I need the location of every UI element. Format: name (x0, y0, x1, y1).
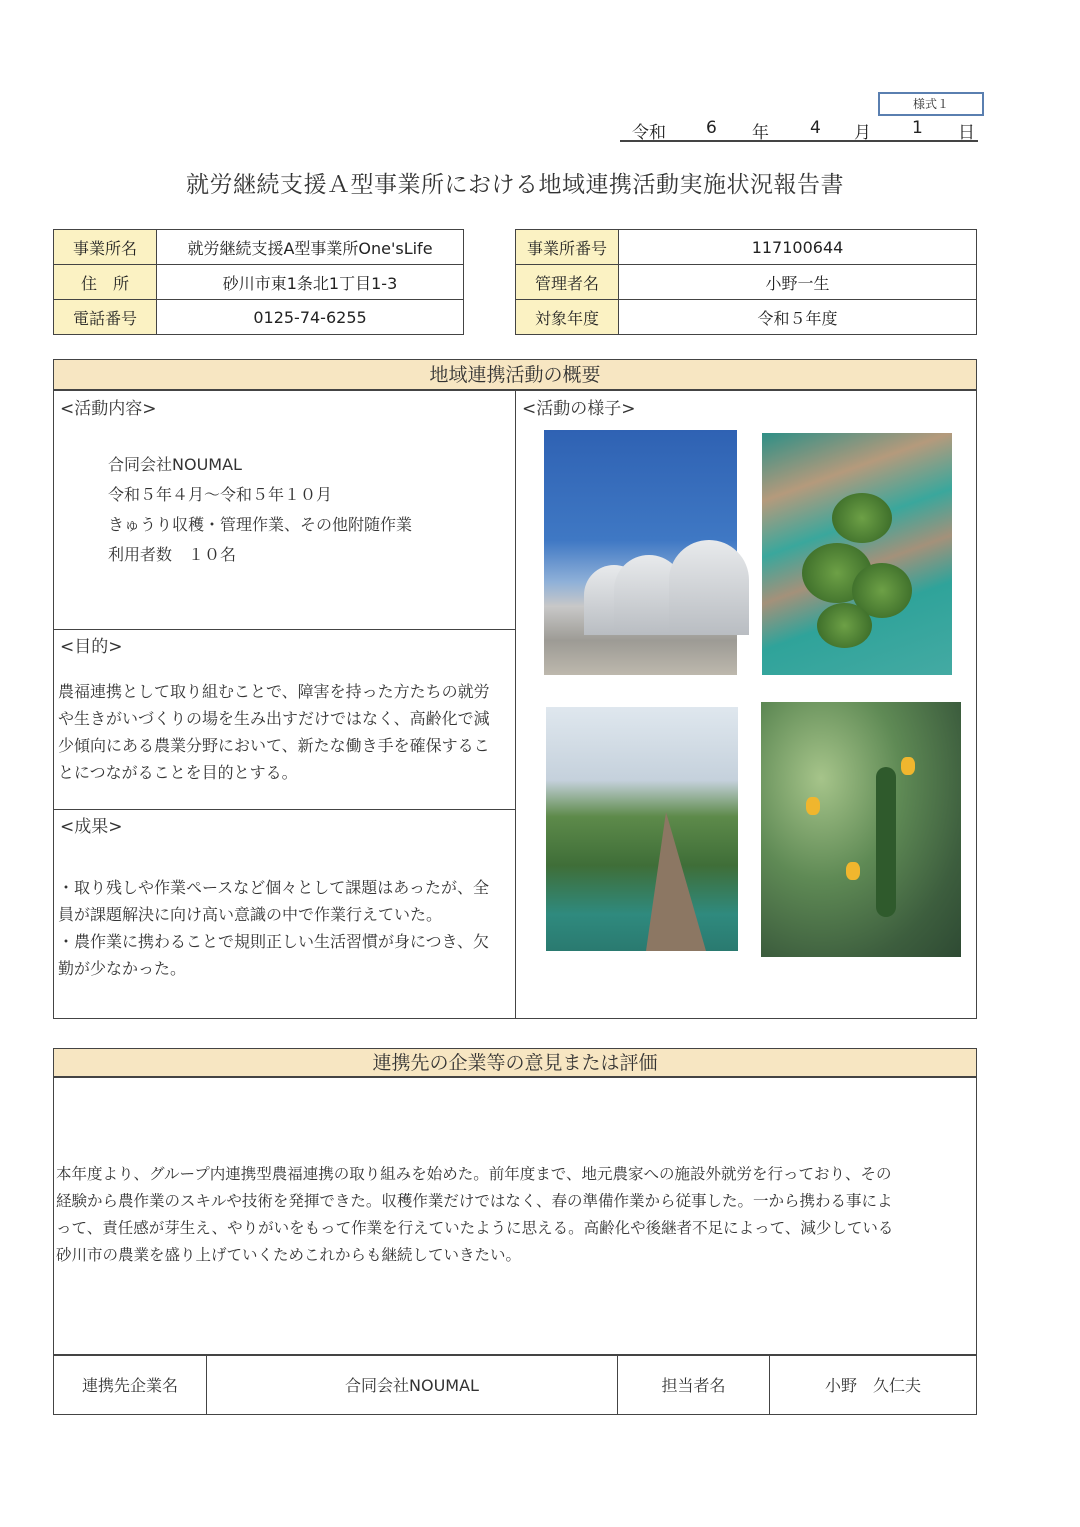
purpose-label: <目的> (60, 637, 123, 657)
activity-tasks: きゅうり収穫・管理作業、その他附随作業 (108, 515, 413, 534)
office-info-table (53, 229, 464, 335)
office-name-label: 事業所名 (54, 230, 157, 265)
results-line: 勤が少なかった。 (58, 959, 187, 978)
evaluation-line: って、責任感が芽生え、やりがいをもって作業を行えていたように思える。高齢化や後継者不足によって、減少している (56, 1219, 894, 1237)
evaluation-line: 本年度より、グループ内連携型農福連携の取り組みを始めた。前年度まで、地元農家への施設外就労を行っており、その (56, 1165, 892, 1183)
evaluation-line: 経験から農作業のスキルや技術を発揮できた。収穫作業だけではなく、春の準備作業から従事した。一から携わる事によ (56, 1192, 893, 1210)
evaluation-text (56, 1161, 893, 1269)
purpose-text (58, 678, 490, 786)
activity-panel (54, 390, 516, 630)
photo-cucumber-seedling (762, 433, 952, 675)
evaluation-line: 砂川市の農業を盛り上げていくためこれからも継続していきたい。 (56, 1246, 522, 1264)
office-number-row (516, 230, 977, 265)
phone-row (54, 300, 464, 335)
phone-value: 0125-74-6255 (157, 300, 464, 335)
activity-lines (108, 450, 412, 570)
phone-label: 電話番号 (54, 300, 157, 335)
photo-cucumber-vine (761, 702, 961, 957)
evaluation-body (53, 1076, 977, 1356)
address-row (54, 265, 464, 300)
office-name-value: 就労継続支援A型事業所One'sLife (157, 230, 464, 265)
results-text (58, 874, 489, 982)
fiscal-year-value: 令和５年度 (619, 300, 977, 335)
activity-participants: 利用者数 １０名 (108, 545, 237, 564)
fiscal-year-label: 対象年度 (516, 300, 619, 335)
photos-label: <活動の様子> (522, 399, 636, 419)
date-month: 4 (810, 118, 821, 138)
contact-person-value: 小野 久仁夫 (770, 1355, 977, 1415)
date-month-unit: 月 (854, 123, 871, 143)
partner-info-table (53, 1354, 977, 1415)
purpose-line: とにつながることを目的とする。 (58, 763, 298, 782)
office-meta-table (515, 229, 977, 335)
results-line: ・取り残しや作業ペースなど個々として課題はあったが、全 (58, 878, 490, 897)
purpose-panel (54, 630, 516, 810)
fiscal-year-row (516, 300, 977, 335)
date-year-unit: 年 (752, 123, 769, 143)
form-number-label: 様式１ (878, 92, 984, 116)
activity-partner: 合同会社NOUMAL (108, 455, 242, 474)
partner-row (54, 1355, 977, 1415)
manager-row (516, 265, 977, 300)
purpose-line: 農福連携として取り組むことで、障害を持った方たちの就労 (58, 682, 490, 701)
results-line: 員が課題解決に向け高い意識の中で作業行えていた。 (58, 905, 443, 924)
activity-period: 令和５年４月～令和５年１０月 (108, 485, 333, 504)
document-title: 就労継続支援Ａ型事業所における地域連携活動実施状況報告書 (186, 172, 844, 198)
activity-label: <活動内容> (60, 399, 157, 419)
results-panel (54, 810, 516, 1018)
photo-greenhouse-interior (546, 707, 738, 951)
office-number-value: 117100644 (619, 230, 977, 265)
address-label: 住 所 (54, 265, 157, 300)
partner-company-label: 連携先企業名 (54, 1355, 207, 1415)
manager-label: 管理者名 (516, 265, 619, 300)
results-label: <成果> (60, 817, 123, 837)
office-number-label: 事業所番号 (516, 230, 619, 265)
address-value: 砂川市東1条北1丁目1-3 (157, 265, 464, 300)
results-line: ・農作業に携わることで規則正しい生活習慣が身につき、欠 (58, 932, 490, 951)
partner-company-value: 合同会社NOUMAL (207, 1355, 618, 1415)
date-year: 6 (706, 118, 717, 138)
overview-header: 地域連携活動の概要 (53, 359, 977, 391)
purpose-line: や生きがいづくりの場を生み出すだけではなく、高齢化で減 (58, 709, 490, 728)
manager-value: 小野一生 (619, 265, 977, 300)
purpose-line: 少傾向にある農業分野において、新たな働き手を確保するこ (58, 736, 490, 755)
evaluation-header: 連携先の企業等の意見または評価 (53, 1048, 977, 1078)
office-name-row (54, 230, 464, 265)
photo-greenhouses (544, 430, 737, 675)
contact-person-label: 担当者名 (618, 1355, 770, 1415)
date-day-unit: 日 (958, 123, 975, 143)
date-era: 令和 (632, 123, 666, 143)
date-day: 1 (912, 118, 923, 138)
report-date (620, 116, 978, 142)
